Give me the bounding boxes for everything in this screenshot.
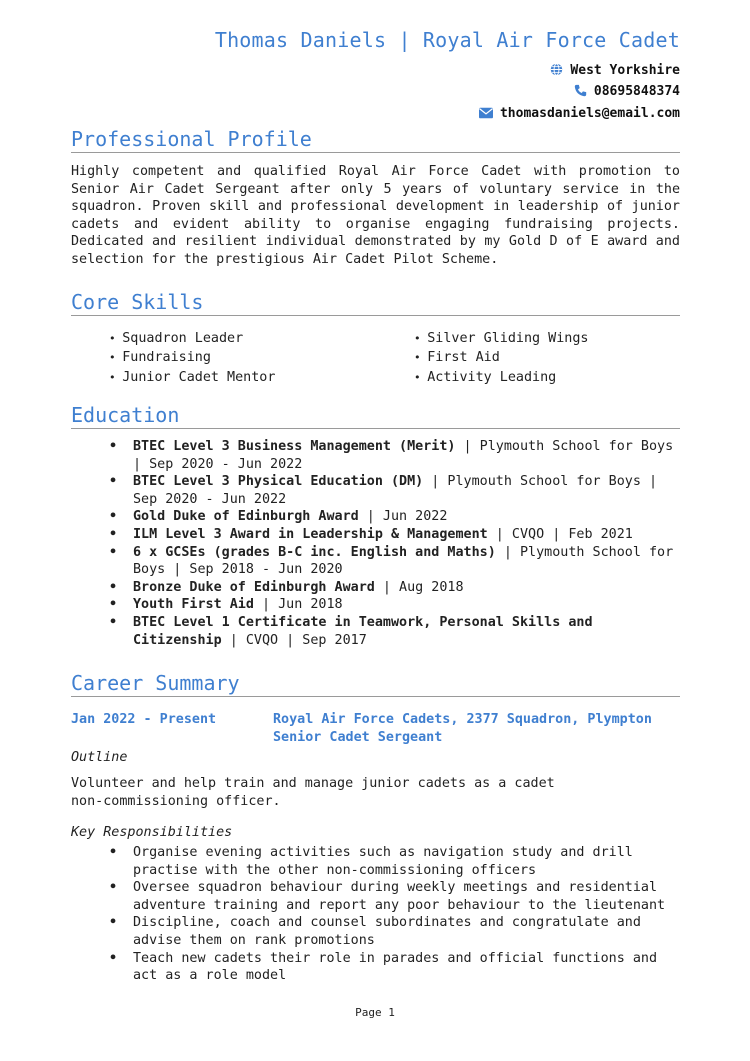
job-role: Senior Cadet Sergeant [273,730,443,745]
education-details: | Jun 2018 [253,597,343,613]
education-item [133,579,681,597]
education-item [133,438,681,473]
education-qualification: Youth First Aid [133,597,254,613]
envelope-icon [479,107,493,123]
skill-item: • Squadron Leader [109,329,275,348]
job-employer: Royal Air Force Cadets, 2377 Squadron, Plympton [273,712,652,727]
skill-item: • Activity Leading [414,368,589,387]
responsibility-item: • Organise evening activities such as navigation study and drill practise with the other non-commissioning officers [133,844,681,879]
education-details: | CVQO | Sep 2017 [221,632,367,648]
responsibilities-list [133,844,681,985]
education-qualification: ILM Level 3 Award in Leadership & Management [133,526,488,542]
responsibility-item: • Discipline, coach and counsel subordinates and congratulate and advise them on rank promotions [133,914,681,949]
contact-email [479,106,680,123]
skill-item: • First Aid [414,348,589,367]
education-item [133,526,681,544]
education-item [133,473,681,508]
education-qualification: Gold Duke of Edinburgh Award [133,509,359,525]
location-text: West Yorkshire [570,63,680,78]
email-text[interactable]: thomasdaniels@email.com [499,106,680,121]
education-qualification: BTEC Level 3 Business Management (Merit) [133,439,456,454]
responsibility-item: • Teach new cadets their role in parades and official functions and act as a role model [133,950,681,985]
profile-text: Highly competent and qualified Royal Air Force Cadet with promotion to Senior Air Cadet Sergeant after only 5 years of voluntary service in the squadron. Proven skill and professional development in leadership of junior cadets and evident ability to organise engaging fundraising projects. Dedicated and resilient individual demonstrated by my Gold D of E award and selection for the prestigious Air Cadet Pilot Scheme. [71,164,680,267]
education-list [133,438,681,649]
education-details: | Jun 2022 [358,509,448,525]
skills-right-column [414,329,589,387]
phone-text: 08695848374 [593,84,680,99]
skill-item: • Junior Cadet Mentor [109,368,275,387]
responsibilities-label: Key Responsibilities [71,825,233,840]
section-title-career: Career Summary [71,671,680,697]
contact-phone [574,84,680,101]
education-qualification: Bronze Duke of Edinburgh Award [133,579,375,595]
page-number: Page 1 [355,1006,395,1019]
education-qualification: BTEC Level 3 Physical Education (DM) [133,474,424,490]
education-item [133,544,681,579]
name-title: Thomas Daniels | Royal Air Force Cadet [214,28,680,52]
section-title-skills: Core Skills [71,290,680,316]
job-dates: Jan 2022 - Present [71,712,217,727]
education-qualification: 6 x GCSEs (grades B-C inc. English and Maths) [133,544,496,560]
responsibility-item: • Oversee squadron behaviour during weekly meetings and residential adventure training and report any poor behaviour to the lieutenant [133,879,681,914]
skills-left-column [109,329,275,387]
contact-location [550,63,680,80]
education-details: | CVQO | Feb 2021 [487,526,633,542]
outline-label: Outline [71,750,128,765]
education-details: | Aug 2018 [374,579,464,595]
globe-icon [550,63,563,80]
outline-text: Volunteer and help train and manage junior cadets as a cadet non-commissioning officer. [71,776,555,809]
section-title-profile: Professional Profile [71,127,680,153]
section-title-education: Education [71,403,680,429]
education-qualification: BTEC Level 1 Certificate in Teamwork, Personal Skills and Citizenship [133,614,593,648]
skill-item: • Silver Gliding Wings [414,329,589,348]
education-item [133,508,681,526]
education-item [133,596,681,614]
phone-icon [574,84,587,101]
education-details: | Plymouth School for Boys | Sep 2018 - Jun 2020 [133,544,674,578]
education-item [133,614,681,649]
education-details: | Plymouth School for Boys | Sep 2020 - Jun 2022 [133,474,658,507]
skill-item: • Fundraising [109,348,275,367]
education-details: | Plymouth School for Boys | Sep 2020 - Jun 2022 [133,439,674,472]
